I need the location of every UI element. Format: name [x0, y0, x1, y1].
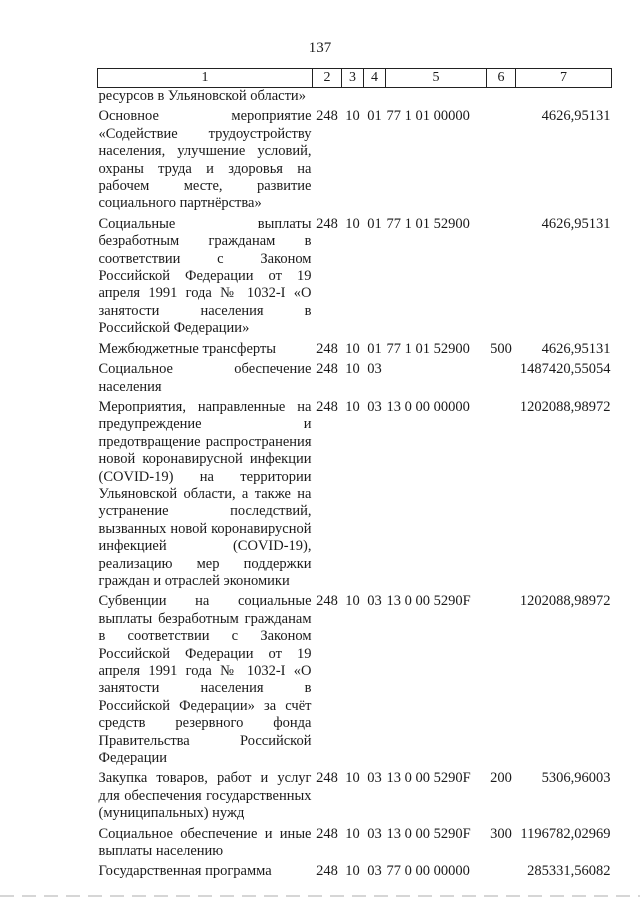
- expense-type-code: 500: [490, 340, 512, 357]
- target-article-code: 13 0 00 5290F: [386, 770, 471, 787]
- amount: 1202088,98972: [519, 593, 611, 610]
- ministry-code: 248: [316, 770, 338, 787]
- target-article-code: 77 1 01 52900: [386, 215, 470, 232]
- table-row: [98, 590, 612, 767]
- table-row: [98, 105, 612, 212]
- column-header: 6: [487, 69, 516, 88]
- row-name: Социальное обеспечение населения: [98, 361, 312, 395]
- ministry-code: 248: [316, 361, 338, 378]
- table-row: [98, 358, 612, 396]
- expense-type-code: [487, 88, 516, 106]
- table-header-row: [98, 69, 612, 88]
- target-article-code: [386, 358, 487, 396]
- amount: 1202088,98972: [519, 398, 611, 415]
- subsection-code: 03: [367, 593, 382, 610]
- target-article-code: 13 0 00 5290F: [386, 825, 471, 842]
- budget-table: [97, 68, 612, 881]
- subsection-code: 01: [367, 340, 382, 357]
- amount: 1196782,02969: [520, 825, 611, 842]
- expense-type-code: 300: [490, 825, 512, 842]
- scan-edge: [0, 895, 640, 897]
- expense-type-code: [487, 860, 516, 880]
- column-header: 7: [516, 69, 612, 88]
- subsection-code: 01: [367, 108, 382, 125]
- subsection-code: [364, 88, 386, 106]
- row-name: Субвенции на социальные выплаты безработным гражданам в соответствии с Законом Российской Федерации от 19 апреля 1991 года № 1032-I «О занятости населения в Российской Федерации» за счёт средств резервного фонда Правительства Российской Федерации: [98, 593, 312, 767]
- section-code: 10: [345, 215, 360, 232]
- column-header: 5: [386, 69, 487, 88]
- target-article-code: 13 0 00 5290F: [386, 593, 471, 610]
- column-header: 4: [364, 69, 386, 88]
- table-row: [98, 860, 612, 880]
- ministry-code: 248: [316, 863, 338, 880]
- ministry-code: 248: [316, 398, 338, 415]
- ministry-code: 248: [316, 340, 338, 357]
- expense-type-code: 200: [490, 770, 512, 787]
- row-name: Социальные выплаты безработным гражданам в соответствии с Законом Российской Федерации от 19 апреля 1991 года № 1032-I «О занятости населения в Российской Федерации»: [98, 215, 312, 337]
- table-row: [98, 767, 612, 822]
- ministry-code: [313, 88, 342, 106]
- row-name: ресурсов в Ульяновской области»: [98, 88, 306, 104]
- row-name: Основное мероприятие «Содействие трудоустройству населения, улучшение условий, охраны труда и здоровья на рабочем месте, развитие социального партнёрства»: [98, 108, 312, 212]
- section-code: 10: [345, 398, 360, 415]
- expense-type-code: [487, 590, 516, 767]
- table-row: [98, 396, 612, 590]
- subsection-code: 01: [367, 215, 382, 232]
- subsection-code: 03: [367, 361, 382, 378]
- amount: 5306,96003: [541, 770, 611, 787]
- ministry-code: 248: [316, 593, 338, 610]
- row-name: Государственная программа: [98, 863, 272, 880]
- expense-type-code: [487, 396, 516, 590]
- section-code: 10: [345, 108, 360, 125]
- amount: 285331,56082: [527, 863, 611, 880]
- amount: 1487420,55054: [519, 361, 611, 378]
- row-name: Социальное обеспечение и иные выплаты населению: [98, 825, 312, 860]
- row-name: Закупка товаров, работ и услуг для обеспечения государственных (муниципальных) нужд: [98, 770, 312, 822]
- expense-type-code: [487, 213, 516, 338]
- page-number: 137: [308, 40, 332, 56]
- section-code: 10: [345, 825, 360, 842]
- amount: 4626,95131: [541, 108, 611, 125]
- row-name: Межбюджетные трансферты: [98, 340, 277, 357]
- target-article-code: [386, 88, 487, 106]
- subsection-code: 03: [367, 825, 382, 842]
- table-row: [98, 213, 612, 338]
- table-row: [98, 338, 612, 358]
- section-code: [342, 88, 364, 106]
- section-code: 10: [345, 340, 360, 357]
- row-name: Мероприятия, направленные на предупреждение и предотвращение распространения новой коронавирусной инфекции (COVID-19) на территории Ульяновской области, а также на устранение последствий, вызванных новой коронавирусной инфекцией (COVID-19), реализацию мер поддержки граждан и отраслей экономики: [98, 398, 312, 589]
- subsection-code: 03: [367, 770, 382, 787]
- section-code: 10: [345, 593, 360, 610]
- ministry-code: 248: [316, 108, 338, 125]
- target-article-code: 77 1 01 00000: [386, 108, 470, 125]
- subsection-code: 03: [367, 398, 382, 415]
- target-article-code: 13 0 00 00000: [386, 398, 470, 415]
- table-row: [98, 823, 612, 861]
- subsection-code: 03: [367, 863, 382, 880]
- ministry-code: 248: [316, 825, 338, 842]
- section-code: 10: [345, 770, 360, 787]
- expense-type-code: [487, 105, 516, 212]
- column-header: 1: [98, 69, 313, 88]
- section-code: 10: [345, 863, 360, 880]
- section-code: 10: [345, 361, 360, 378]
- table-row: [98, 88, 612, 106]
- amount: 4626,95131: [541, 215, 611, 232]
- column-header: 2: [313, 69, 342, 88]
- column-header: 3: [342, 69, 364, 88]
- ministry-code: 248: [316, 215, 338, 232]
- amount: [516, 88, 612, 106]
- amount: 4626,95131: [541, 340, 611, 357]
- target-article-code: 77 1 01 52900: [386, 340, 470, 357]
- expense-type-code: [487, 358, 516, 396]
- target-article-code: 77 0 00 00000: [386, 863, 470, 880]
